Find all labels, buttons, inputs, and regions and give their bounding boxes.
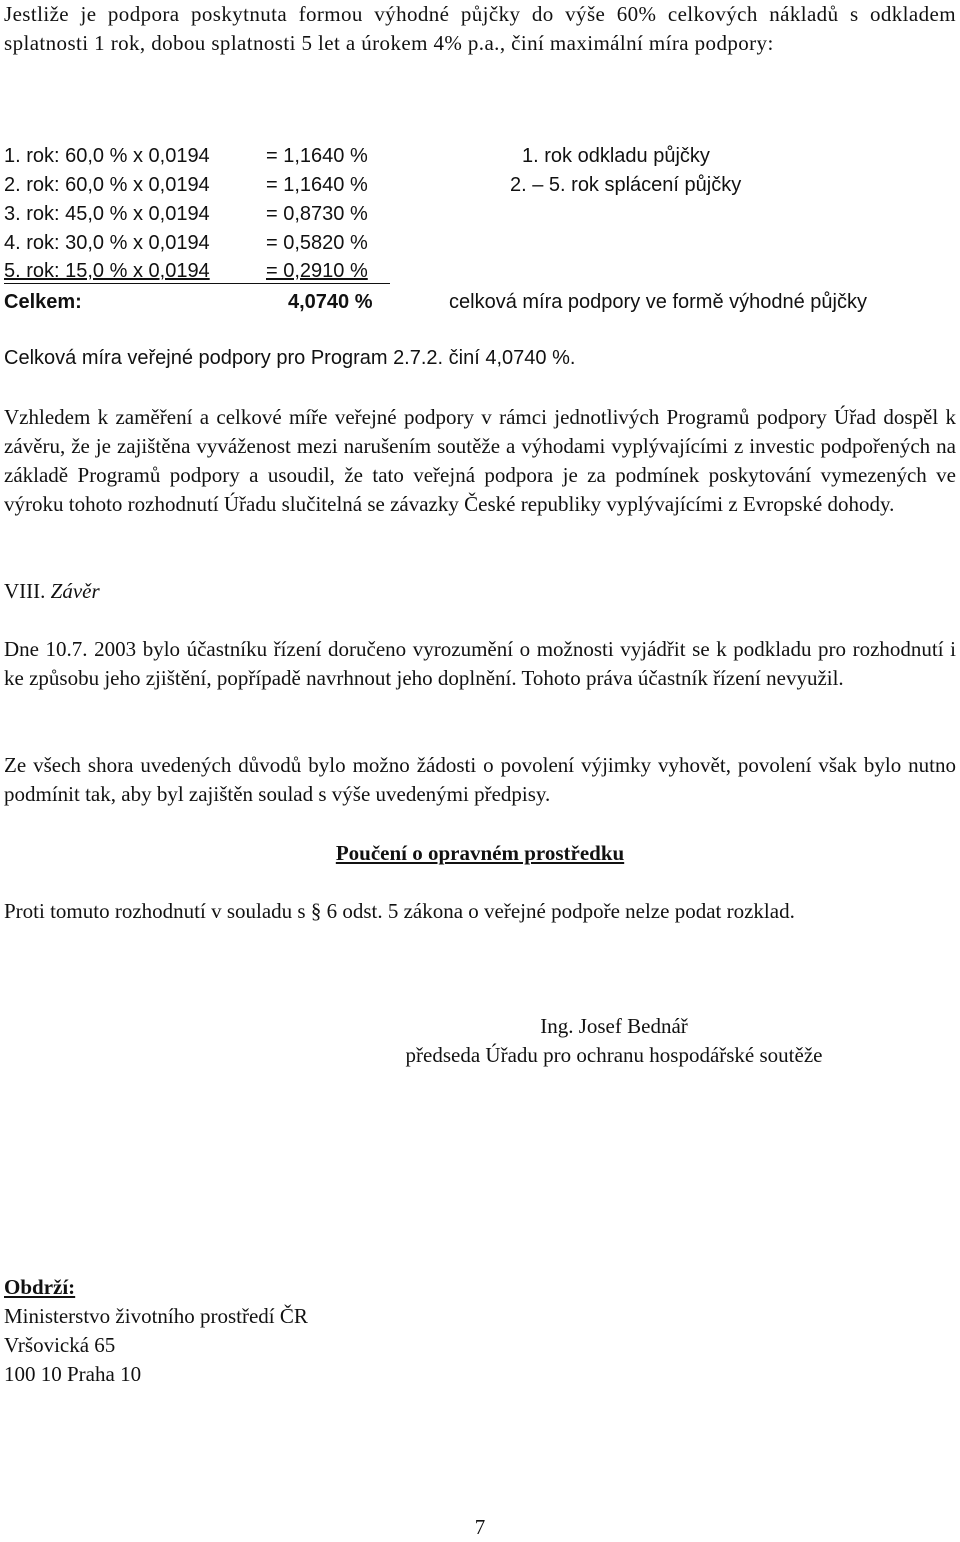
- intro-paragraph: Jestliže je podpora poskytnuta formou výhodné půjčky do výše 60% celkových nákladů s odkladem splatnosti 1 rok, dobou splatnosti 5 let a úrokem 4% p.a., činí maximální míra podpory:: [4, 2, 956, 55]
- notice-paragraph: Dne 10.7. 2003 bylo účastníku řízení doručeno vyrozumění o možnosti vyjádřit se k podkladu pro rozhodnutí i ke způsobu jeho zjištění, popřípadě navrhnout jeho doplnění. Tohoto práva účastník řízení nevyužil.: [4, 637, 956, 690]
- calc-row-label: 5. rok: 15,0 % x 0,0194: [4, 260, 210, 282]
- calc-row-label: 3. rok: 45,0 % x 0,0194: [4, 203, 210, 225]
- calc-underline: [4, 283, 390, 284]
- calc-row-note: 2. – 5. rok splácení půjčky: [510, 174, 742, 196]
- recipient-line: Ministerstvo životního prostředí ČR: [4, 1304, 308, 1328]
- total-note: celková míra podpory ve formě výhodné půjčky: [449, 291, 867, 313]
- recipient-line: 100 10 Praha 10: [4, 1362, 142, 1386]
- calc-row-note: 1. rok odkladu půjčky: [522, 145, 710, 167]
- calc-row-result: = 0,5820 %: [266, 232, 368, 254]
- signatory-name: Ing. Josef Bednář: [540, 1014, 688, 1038]
- appeal-text: Proti tomuto rozhodnutí v souladu s § 6 odst. 5 zákona o veřejné podpoře nelze podat rozklad.: [4, 899, 795, 923]
- summary-line: Celková míra veřejné podpory pro Program 2.7.2. činí 4,0740 %.: [4, 347, 576, 369]
- calc-row-label: 2. rok: 60,0 % x 0,0194: [4, 174, 210, 196]
- section-title: Závěr: [50, 579, 100, 603]
- total-value: 4,0740 %: [288, 291, 373, 313]
- section-number: VIII.: [4, 579, 46, 603]
- page-number: 7: [474, 1515, 486, 1539]
- assessment-paragraph: Vzhledem k zaměření a celkové míře veřejné podpory v rámci jednotlivých Programů podpory Úřad dospěl k závěru, že je zajištěna vyváženost mezi narušením soutěže a výhodami vyplývajícími z investic podpořených na základě Programů podpory a usoudil, že tato veřejná podpora je za podmínek poskytování vymezených ve výroku tohoto rozhodnutí Úřadu slučitelná se závazky České republiky vyplývajícími z Evropské dohody.: [4, 405, 956, 516]
- section-heading: [4, 577, 100, 606]
- conclusion-paragraph: Ze všech shora uvedených důvodů bylo možno žádosti o povolení výjimky vyhovět, povolení však bylo nutno podmínit tak, aby byl zajištěn soulad s výše uvedenými předpisy.: [4, 753, 956, 806]
- appeal-heading: Poučení o opravném prostředku: [335, 841, 625, 865]
- calc-row-result: = 1,1640 %: [266, 145, 368, 167]
- total-label: Celkem:: [4, 291, 82, 313]
- recipients-heading: Obdrží:: [4, 1275, 76, 1299]
- calc-row-result: = 0,2910 %: [266, 260, 368, 282]
- calc-row-result: = 1,1640 %: [266, 174, 368, 196]
- calc-row-result: = 0,8730 %: [266, 203, 368, 225]
- calc-row-label: 4. rok: 30,0 % x 0,0194: [4, 232, 210, 254]
- calc-row-label: 1. rok: 60,0 % x 0,0194: [4, 145, 210, 167]
- recipient-line: Vršovická 65: [4, 1333, 116, 1357]
- signatory-title: předseda Úřadu pro ochranu hospodářské soutěže: [405, 1043, 823, 1067]
